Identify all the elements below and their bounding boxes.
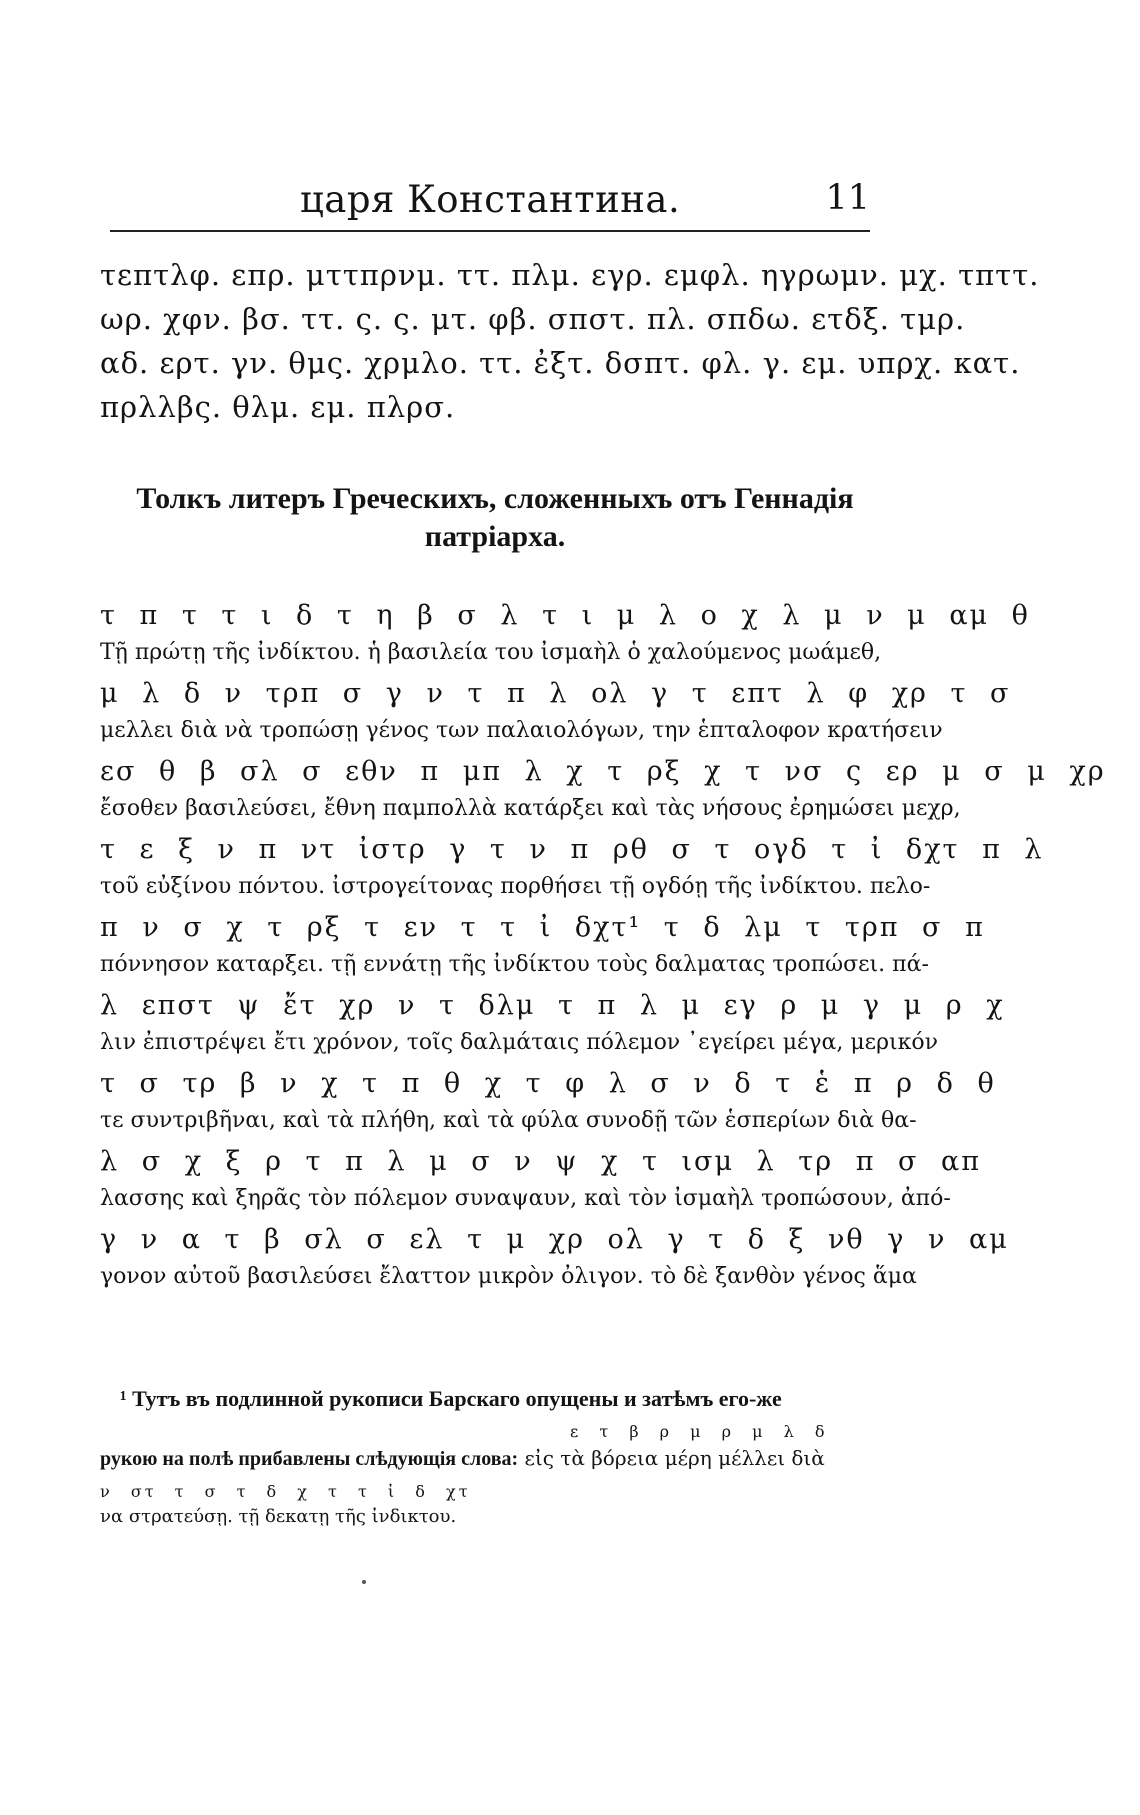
text-pair: [100, 912, 985, 990]
abbreviation-line: αδ. ερτ. γν. θμς. χρμλο. ττ. ἐξτ. δσπτ. φλ. γ. εμ. υπρχ. κατ.: [100, 346, 1021, 380]
text-pair: [100, 1068, 996, 1146]
text-pair: [100, 1224, 1009, 1302]
footnote-abbreviated-line: ν στ τ σ τ δ χ τ τ ἰ δ χτ: [100, 1482, 471, 1501]
abbreviated-line: τ π τ τ ι δ τ η β σ λ τ ι μ λ ο χ λ μ ν μ αμ θ: [100, 600, 1030, 631]
abbreviated-line: γ ν α τ β σλ σ ελ τ μ χρ ολ γ τ δ ξ νθ γ ν αμ: [100, 1224, 1009, 1255]
text-pair: [100, 756, 1106, 834]
full-text-line: γονον αὐτοῦ βασιλεύσει ἔλαττον μικρὸν ὀλιγον. τὸ δὲ ξανθὸν γένος ἅμα: [100, 1264, 917, 1289]
full-text-line: τοῦ εὐξίνου πόντου. ἰστρογείτονας πορθήσει τῇ ογδόῃ τῆς ἰνδίκτου. πελο-: [100, 874, 931, 899]
full-text-line: μελλει διὰ νὰ τροπώσῃ γένος των παλαιολόγων, την ἑπταλοφον κρατήσειν: [100, 718, 943, 743]
abbreviation-line: πρλλβς. θλμ. εμ. πλρσ.: [100, 390, 456, 424]
interlinear-text: [100, 600, 1106, 1302]
full-text-line: λασσης καὶ ξηρᾶς τὸν πόλεμον συναψαυν, καὶ τὸν ἰσμαὴλ τροπώσουν, ἀπό-: [100, 1186, 951, 1211]
text-pair: [100, 990, 1005, 1068]
abbreviated-line: π ν σ χ τ ρξ τ εν τ τ ἰ δχτ¹ τ δ λμ τ τρπ σ π: [100, 912, 985, 943]
text-pair: [100, 600, 1030, 678]
abbreviated-line: τ ε ξ ν π ντ ἰστρ γ τ ν π ρθ σ τ ογδ τ ἰ δχτ π λ: [100, 834, 1044, 865]
full-text-line: τε συντριβῆναι, καὶ τὰ πλήθη, καὶ τὰ φύλα συνοδῇ τῶν ἑσπερίων διὰ θα-: [100, 1108, 917, 1133]
section-heading: [130, 480, 860, 556]
page-header: [110, 178, 870, 232]
full-text-line: Τῇ πρώτῃ τῆς ἰνδίκτου. ἡ βασιλεία του ἰσμαὴλ ὁ χαλούμενος μωάμεθ,: [100, 640, 882, 665]
full-text-line: λιν ἐπιστρέψει ἔτι χρόνον, τοῖς δαλμάταις πόλεμον ᾽εγείρει μέγα, μερικόν: [100, 1030, 939, 1055]
footnote-line: ¹ Тутъ въ подлинной рукописи Барскаго опущены и затѣмъ его-же: [120, 1386, 782, 1411]
full-text-line: ἔσοθεν βασιλεύσει, ἔθνη παμπολλὰ κατάρξει καὶ τὰς νήσους ἐρημώσει μεχρ,: [100, 796, 961, 821]
footnote-abbreviated-line: ε τ β ρ μ ρ μ λ δ: [570, 1422, 828, 1441]
text-pair: [100, 678, 1011, 756]
abbreviated-line: μ λ δ ν τρπ σ γ ν τ π λ ολ γ τ επτ λ φ χρ τ σ: [100, 678, 1011, 709]
running-title: царя Константина.: [300, 178, 681, 221]
abbreviated-line: τ σ τρ β ν χ τ π θ χ τ φ λ σ ν δ τ ἑ π ρ δ θ: [100, 1068, 996, 1099]
abbreviation-list: [100, 258, 1040, 434]
full-text-line: πόννησον καταρξει. τῇ εννάτῃ τῆς ἰνδίκτου τοὺς δαλματας τροπώσει. πά-: [100, 952, 929, 977]
abbreviated-line: λ επστ ψ ἔτ χρ ν τ δλμ τ π λ μ εγ ρ μ γ μ ρ χ: [100, 990, 1005, 1021]
abbreviated-line: εσ θ β σλ σ εθν π μπ λ χ τ ρξ χ τ νσ ς ερ μ σ μ χρ: [100, 756, 1106, 787]
section-heading-line1: Толкъ литеръ Греческихъ, сложенныхъ отъ Геннадія: [136, 482, 854, 515]
text-pair: [100, 834, 1044, 912]
footnote-line: να στρατεύσῃ. τῇ δεκατῃ τῆς ἰνδικτου.: [100, 1506, 457, 1527]
footnote-greek-text: εἰς τὰ βόρεια μέρη μέλλει διὰ: [524, 1446, 825, 1470]
text-pair: [100, 1146, 982, 1224]
ink-speck: [362, 1580, 366, 1584]
abbreviation-line: τεπτλφ. επρ. μττπρνμ. ττ. πλμ. εγρ. εμφλ. ηγρωμν. μχ. τπττ.: [100, 258, 1040, 292]
footnote-russian-text: рукою на полѣ прибавлены слѣдующія слова:: [100, 1448, 519, 1470]
abbreviation-line: ωρ. χφν. βσ. ττ. ς. ς. μτ. φβ. σπστ. πλ. σπδω. ετδξ. τμρ.: [100, 302, 966, 336]
abbreviated-line: λ σ χ ξ ρ τ π λ μ σ ν ψ χ τ ισμ λ τρ π σ απ: [100, 1146, 982, 1177]
footnote-line: [100, 1446, 880, 1482]
page-number: 11: [825, 178, 870, 218]
section-heading-line2: патріарха.: [424, 520, 566, 553]
footnote: [100, 1386, 880, 1536]
